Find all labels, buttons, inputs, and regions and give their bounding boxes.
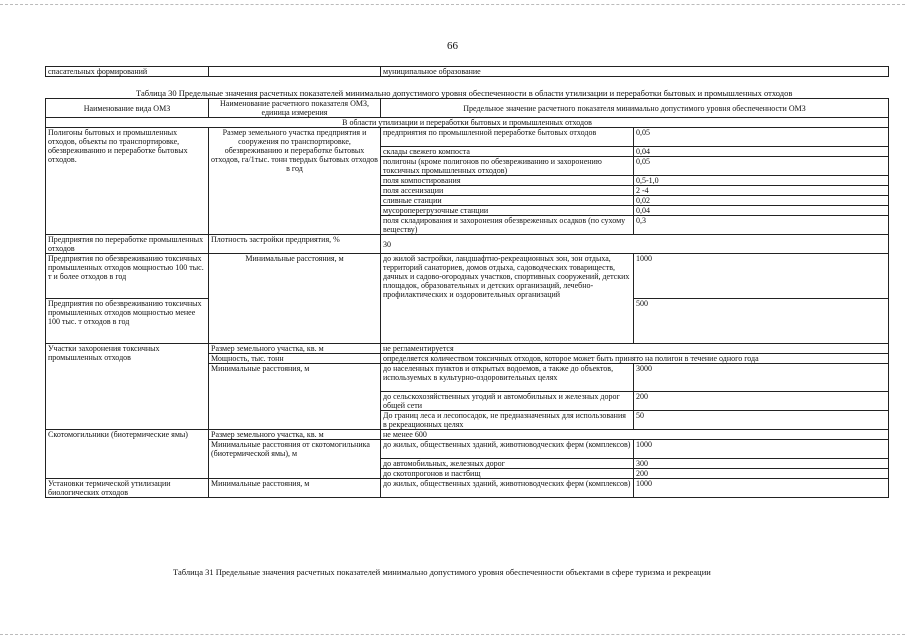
g6-label: до жилых, общественных зданий, животноводческих ферм (комплексов): [381, 479, 634, 498]
table31-caption: Таблица 31 Предельные значения расчетных показателей минимально допустимого уровня обеспеченности объектами в сфере туризма и рекреации: [173, 567, 711, 577]
g2-name: Предприятия по переработке промышленных отходов: [46, 235, 209, 254]
g1-row-value: 0,04: [634, 206, 889, 216]
scan-edge-top: [0, 4, 905, 5]
g4-ind-area: Размер земельного участка, кв. м: [209, 344, 381, 354]
g1-row-value: 0,04: [634, 147, 889, 157]
g1-row-label: поля складирования и захоронения обезвреженных осадков (по сухому веществу): [381, 216, 634, 235]
previous-table-tail: [45, 66, 889, 77]
g6-indicator: Минимальные расстояния, м: [209, 479, 381, 498]
g1-row-value: 0,3: [634, 216, 889, 235]
g3-name-a: Предприятия по обезвреживанию токсичных промышленных отходов мощностью 100 тыс. т и более отходов в год: [46, 254, 209, 299]
g4-val-power: определяется количеством токсичных отходов, которое может быть принято на полигон в течение одного года: [381, 354, 889, 364]
g1-row-label: мусороперегрузочные станции: [381, 206, 634, 216]
section-title: В области утилизации и переработки бытовых и промышленных отходов: [46, 118, 889, 128]
prev-cell-2: [209, 67, 381, 77]
table30: [45, 98, 889, 498]
g1-row-value: 0,05: [634, 128, 889, 147]
g4-row-value: 50: [634, 411, 889, 430]
g3-description: до жилой застройки, ландшафтно-рекреационных зон, зон отдыха, территорий санаториев, домов отдыха, садоводческих товариществ, дачных и садово-огородных участков, спортивных сооружений, детских площадок, образовательных и детских организаций, лечебно-профилактических и оздоровительных организаций: [381, 254, 634, 344]
g3-name-b: Предприятия по обезвреживанию токсичных промышленных отходов мощностью менее 100 тыс. т отходов в год: [46, 299, 209, 344]
g6-value: 1000: [634, 479, 889, 498]
g4-ind-power: Мощность, тыс. тонн: [209, 354, 381, 364]
prev-cell-1: спасательных формирований: [46, 67, 209, 77]
g5-row-label: до скотопрогонов и пастбищ: [381, 469, 634, 479]
prev-cell-3: муниципальное образование: [381, 67, 889, 77]
page-number: 66: [447, 40, 458, 52]
g4-row-value: 3000: [634, 364, 889, 392]
g1-row-value: 0,02: [634, 196, 889, 206]
g4-name: Участки захоронения токсичных промышленных отходов: [46, 344, 209, 430]
g5-row-value: 300: [634, 459, 889, 469]
g1-row-label: предприятия по промышленной переработке бытовых отходов: [381, 128, 634, 147]
g1-row-label: поля ассенизации: [381, 186, 634, 196]
g4-ind-dist: Минимальные расстояния, м: [209, 364, 381, 430]
g2-indicator: Плотность застройки предприятия, %: [209, 235, 381, 254]
g5-row-label: до автомобильных, железных дорог: [381, 459, 634, 469]
g1-row-label: поля компостирования: [381, 176, 634, 186]
g3-indicator: Минимальные расстояния, м: [209, 254, 381, 344]
g1-row-label: склады свежего компоста: [381, 147, 634, 157]
g5-ind-area: Размер земельного участка, кв. м: [209, 430, 381, 440]
g1-row-value: 0,5-1,0: [634, 176, 889, 186]
g4-row-value: 200: [634, 392, 889, 411]
g1-row-value: 0,05: [634, 157, 889, 176]
g4-val-area: не регламентируется: [381, 344, 889, 354]
g1-row-value: 2 -4: [634, 186, 889, 196]
g3-value-a: 1000: [634, 254, 889, 299]
g6-name: Установки термической утилизации биологических отходов: [46, 479, 209, 498]
g3-value-b: 500: [634, 299, 889, 344]
g5-row-value: 1000: [634, 440, 889, 459]
header-col2: Наименование расчетного показателя ОМЗ, единица измерения: [209, 99, 381, 118]
g1-row-label: полигоны (кроме полигонов по обезвреживанию и захоронению токсичных промышленных отходов): [381, 157, 634, 176]
table30-caption: Таблица 30 Предельные значения расчетных показателей минимально допустимого уровня обеспеченности в области утилизации и переработки бытовых и промышленных отходов: [136, 88, 793, 98]
g4-row-label: До границ леса и лесопосадок, не предназначенных для использования в рекреационных целях: [381, 411, 634, 430]
g4-row-label: до сельскохозяйственных угодий и автомобильных и железных дорог общей сети: [381, 392, 634, 411]
g5-row-value: 200: [634, 469, 889, 479]
g1-indicator: Размер земельного участка предприятия и сооружения по транспортировке, обезвреживанию и переработке бытовых отходов, га/1тыс. тонн твердых бытовых отходов в год: [209, 128, 381, 235]
g5-name: Скотомогильники (биотермические ямы): [46, 430, 209, 479]
header-col3: Предельное значение расчетного показателя минимально допустимого уровня обеспеченности ОМЗ: [381, 99, 889, 118]
scan-edge-bottom: [0, 634, 905, 635]
g5-row-label: до жилых, общественных зданий, животноводческих ферм (комплексов): [381, 440, 634, 459]
g2-value: 30: [381, 235, 889, 254]
g5-ind-dist: Минимальные расстояния от скотомогильника (биотермической ямы), м: [209, 440, 381, 479]
g1-row-label: сливные станции: [381, 196, 634, 206]
g4-row-label: до населенных пунктов и открытых водоемов, а также до объектов, используемых в культурно-оздоровительных целях: [381, 364, 634, 392]
header-col1: Наименование вида ОМЗ: [46, 99, 209, 118]
g5-val-area: не менее 600: [381, 430, 889, 440]
g1-name: Полигоны бытовых и промышленных отходов, объекты по транспортировке, обезвреживанию и переработке бытовых отходов.: [46, 128, 209, 235]
